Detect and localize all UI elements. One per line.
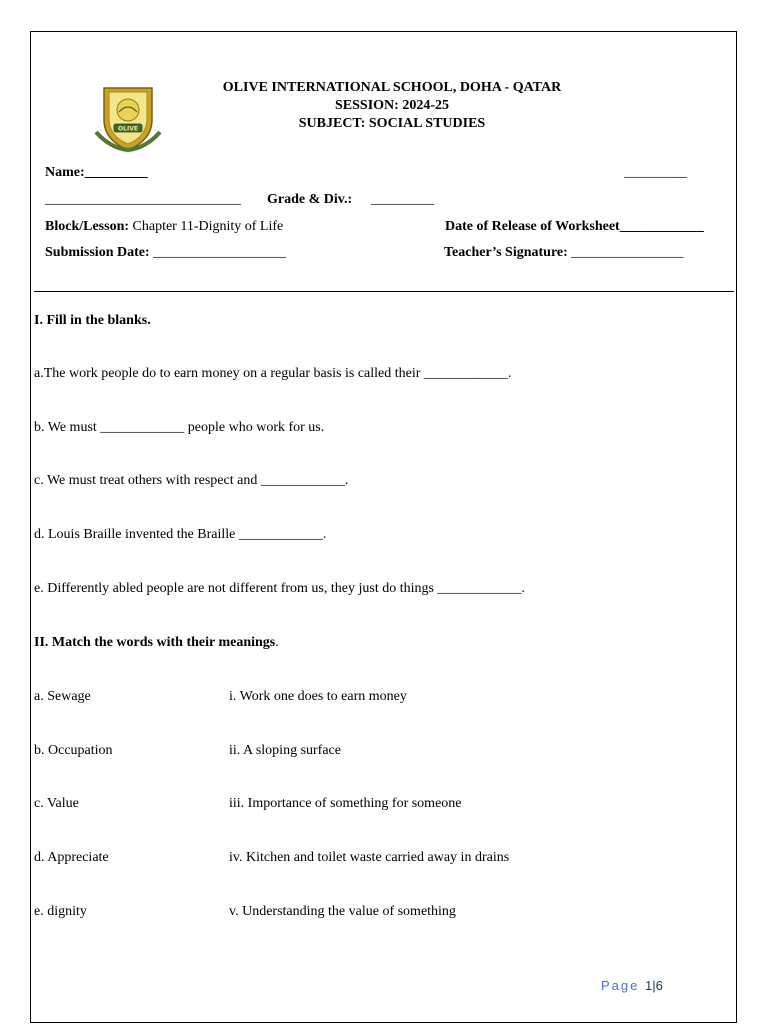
block-label: Block/Lesson:: [45, 219, 130, 234]
match-meaning: iv. Kitchen and toilet waste carried away in drains: [229, 850, 510, 865]
match-meaning: v. Understanding the value of something: [229, 904, 456, 919]
grade-label: Grade & Div.:: [267, 192, 353, 207]
page-number: [601, 978, 663, 993]
name-line: ____________________________: [45, 192, 241, 207]
page-total: 6: [655, 978, 663, 993]
submission-date: [45, 245, 286, 261]
page-sep: |: [652, 978, 656, 993]
section-2-heading: [34, 635, 279, 651]
fill-blank-item: a.The work people do to earn money on a regular basis is called their ____________.: [34, 366, 512, 381]
signature-label: Teacher’s Signature:: [444, 245, 568, 260]
subject: SUBJECT: SOCIAL STUDIES: [298, 116, 486, 131]
match-term: c. Value: [34, 796, 79, 811]
section-2-heading-suffix: .: [275, 635, 279, 650]
section-2-heading-text: II. Match the words with their meanings: [34, 635, 276, 650]
block-lesson: [45, 219, 283, 235]
name-blank-right: _________: [624, 165, 687, 180]
submission-label: Submission Date:: [45, 245, 150, 260]
match-term: a. Sewage: [34, 689, 91, 704]
match-term: e. dignity: [34, 904, 87, 919]
name-label: Name:_________: [45, 165, 148, 180]
page-current: 1: [645, 978, 653, 993]
submission-blank: ___________________: [153, 245, 287, 260]
block-value: Chapter 11-Dignity of Life: [132, 219, 284, 234]
header-divider: [34, 291, 734, 292]
session: SESSION: 2024-25: [335, 98, 449, 113]
fill-blank-item: c. We must treat others with respect and ____________.: [34, 473, 349, 488]
school-name: OLIVE INTERNATIONAL SCHOOL, DOHA - QATAR: [222, 80, 562, 95]
logo-text: OLIVE: [118, 125, 138, 133]
match-meaning: iii. Importance of something for someone: [229, 796, 462, 811]
grade-blank: _________: [371, 192, 434, 207]
match-term: b. Occupation: [34, 743, 113, 758]
fill-blank-item: b. We must ____________ people who work for us.: [34, 420, 325, 435]
section-1-heading: I. Fill in the blanks.: [34, 313, 151, 328]
match-meaning: ii. A sloping surface: [229, 743, 341, 758]
teacher-signature: [444, 245, 683, 261]
signature-blank: ________________: [571, 245, 684, 260]
release-label: Date of Release of Worksheet____________: [445, 219, 704, 234]
school-logo: [92, 82, 164, 154]
fill-blank-item: e. Differently abled people are not different from us, they just do things ____________.: [34, 581, 525, 596]
match-term: d. Appreciate: [34, 850, 109, 865]
match-meaning: i. Work one does to earn money: [229, 689, 407, 704]
fill-blank-item: d. Louis Braille invented the Braille ____________.: [34, 527, 327, 542]
page-word: Page: [601, 978, 640, 993]
